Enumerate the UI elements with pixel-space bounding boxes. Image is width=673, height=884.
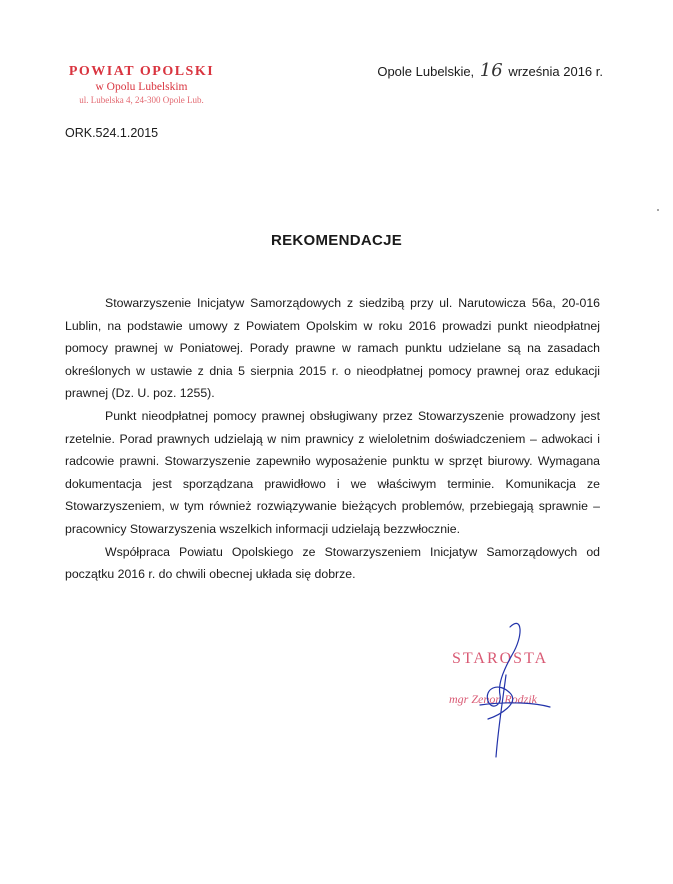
signature-stamp-name: mgr Zenon Rodzik [449, 692, 537, 706]
stamp-line-1: POWIAT OPOLSKI [68, 64, 215, 79]
paragraph-1: Stowarzyszenie Inicjatyw Samorządowych z siedzibą przy ul. Narutowicza 56a, 20-016 Lublin, na podstawie umowy z Powiatem Opolskim w roku 2016 prowadzi punkt nieodpłatnej pomocy prawnej w Poniatowej. Porady prawne w ramach punktu udzielane są na zasadach określonych w ustawie z dnia 5 sierpnia 2015 r. o nieodpłatnej pomocy prawnej oraz edukacji prawnej (Dz. U. poz. 1255). [65, 296, 600, 401]
stamp-line-2: w Opolu Lubelskim [95, 81, 188, 93]
document-body [65, 292, 600, 586]
document-title: REKOMENDACJE [270, 232, 403, 249]
paragraph-2: Punkt nieodpłatnej pomocy prawnej obsługiwany przez Stowarzyszenie prowadzony jest rzetelnie. Porad prawnych udzielają w nim prawnicy z wieloletnim doświadczeniem – adwokaci i radcowie prawni. Stowarzyszenie zapewniło wyposażenie punktu w sprzęt biurowy. Wymagana dokumentacja jest sporządzana prawidłowo i we właściwym terminie. Komunikacja ze Stowarzyszeniem, w tym również rozwiązywanie bieżących problemów, przebiegają sprawnie – pracownicy Stowarzyszenia wszelkich informacji udzielają bezzwłocznie. [65, 408, 600, 536]
date-place: Opole Lubelskie, [377, 64, 475, 79]
scan-speck [657, 209, 659, 211]
paragraph-3: Współpraca Powiatu Opolskiego ze Stowarzyszeniem Inicjatyw Samorządowych od początku 2016 r. do chwili obecnej układa się dobrze. [65, 544, 600, 582]
reference-number: ORK.524.1.2015 [65, 126, 159, 140]
stamp-line-3: ul. Lubelska 4, 24-300 Opole Lub. [79, 95, 204, 105]
date-day-handwritten: 16 [479, 60, 503, 81]
date-line [377, 60, 603, 81]
handwritten-signature [440, 615, 590, 765]
date-rest: września 2016 r. [508, 64, 603, 79]
office-stamp [54, 64, 229, 107]
signature-stamp-title: STAROSTA [452, 650, 549, 667]
